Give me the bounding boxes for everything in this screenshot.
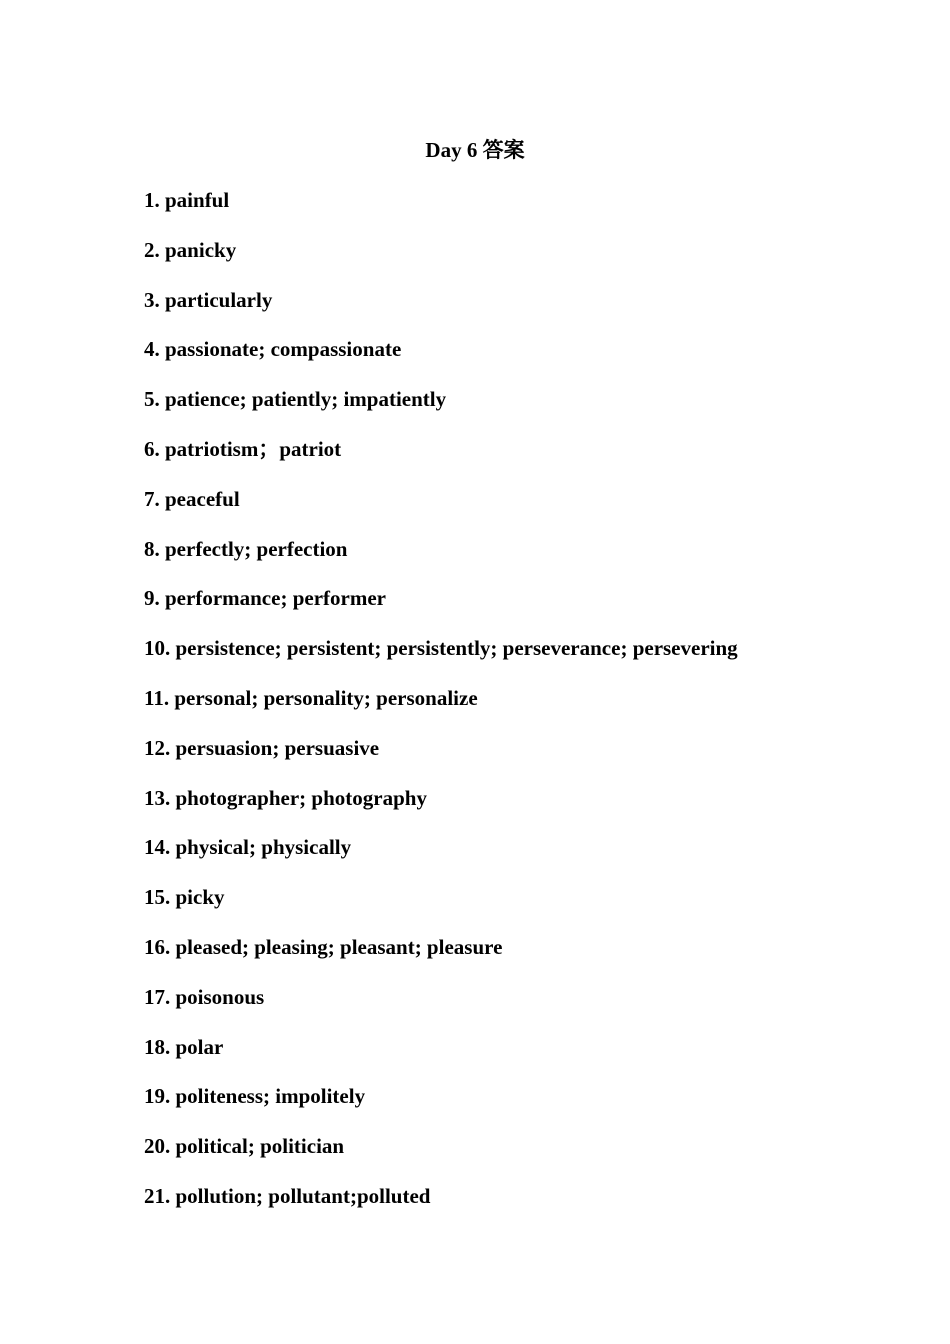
answer-item-5: 5. patience; patiently; impatiently [144, 387, 447, 412]
answer-item-15: 15. picky [144, 885, 225, 910]
answer-item-11: 11. personal; personality; personalize [144, 685, 478, 710]
answer-item-2: 2. panicky [144, 237, 237, 262]
answer-item-9: 9. performance; performer [144, 586, 386, 611]
answer-item-20: 20. political; politician [144, 1134, 345, 1159]
answer-item-17: 17. poisonous [144, 984, 265, 1009]
answer-item-14: 14. physical; physically [144, 835, 352, 860]
answer-item-4: 4. passionate; compassionate [144, 337, 402, 362]
answer-item-16: 16. pleased; pleasing; pleasant; pleasure [144, 934, 503, 959]
answer-item-13: 13. photographer; photography [144, 785, 427, 810]
page-title: Day 6 答案 [425, 138, 525, 162]
answer-item-10: 10. persistence; persistent; persistently; perseverance; persevering [144, 636, 738, 661]
answer-item-1: 1. painful [144, 188, 230, 212]
answer-item-3: 3. particularly [144, 287, 273, 312]
answer-item-21: 21. pollution; pollutant;polluted [144, 1183, 431, 1208]
answer-item-12: 12. persuasion; persuasive [144, 735, 380, 760]
answer-item-7: 7. peaceful [144, 486, 240, 511]
answer-item-18: 18. polar [144, 1034, 224, 1059]
answer-item-8: 8. perfectly; perfection [144, 536, 348, 561]
answer-list [144, 186, 738, 1232]
answer-item-19: 19. politeness; impolitely [144, 1084, 366, 1109]
answer-item-6: 6. patriotism；patriot [144, 436, 342, 461]
